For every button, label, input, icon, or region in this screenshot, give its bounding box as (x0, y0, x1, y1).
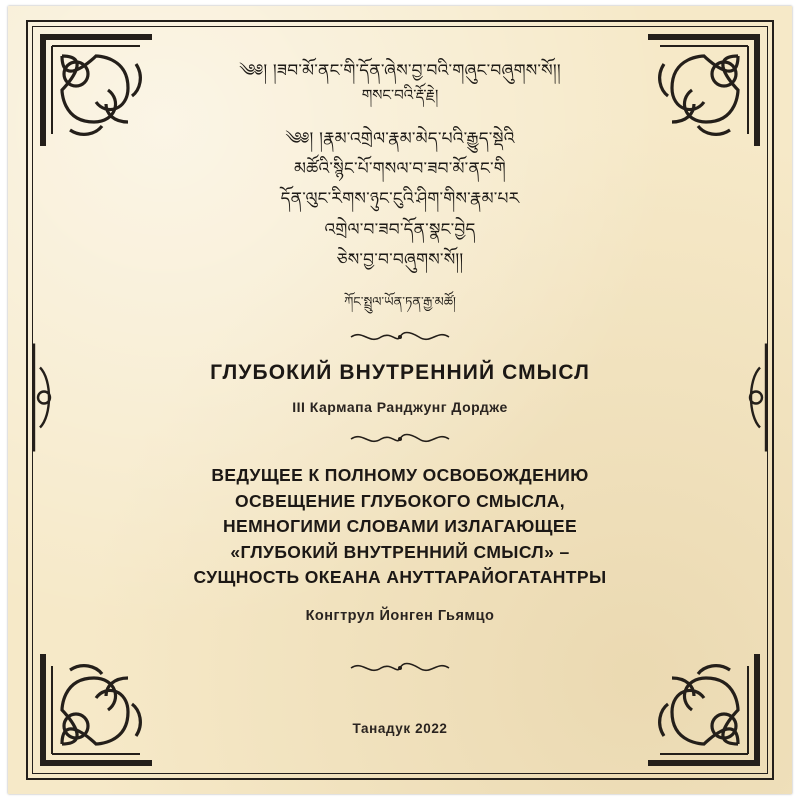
tibetan-body-block (128, 126, 672, 274)
edge-ornament-icon (30, 338, 56, 463)
ornament-divider-icon (345, 431, 455, 447)
tibetan-line: ཅེས་བྱ་བ་བཞུགས་སོ།། (336, 249, 464, 270)
imprint: Танадук 2022 (352, 721, 448, 736)
subtitle-line: ВЕДУЩЕЕ К ПОЛНОМУ ОСВОБОЖДЕНИЮ (211, 465, 589, 486)
author-secondary: Конгтрул Йонген Гьямцо (305, 608, 495, 625)
author-primary: III Кармапа Ранджунг Дордже (292, 399, 508, 416)
subtitle-line: НЕМНОГИМИ СЛОВАМИ ИЗЛАГАЮЩЕЕ (222, 516, 578, 537)
cover-content (128, 54, 672, 754)
subtitle-line: СУЩНОСТЬ ОКЕАНА АНУТТАРАЙОГАТАНТРЫ (193, 566, 607, 587)
tibetan-footer-block (128, 293, 672, 313)
subtitle (128, 463, 672, 590)
subtitle-line: ОСВЕЩЕНИЕ ГЛУБОКОГО СМЫСЛА, (234, 490, 565, 511)
ornament-divider-icon (345, 660, 455, 676)
tibetan-line: མཚོའི་སྙིང་པོ་གསལ་བ་ཟབ་མོ་ནང་གི (294, 158, 506, 179)
tibetan-line: གསང་བའི་རྡོ་རྗེ། (361, 86, 439, 105)
tibetan-line: ༄༅། །རྣམ་འགྲེལ་རྣམ་མེད་པའི་རྒྱུད་སྡེའི (285, 128, 515, 149)
subtitle-line: «ГЛУБОКИЙ ВНУТРЕННИЙ СМЫСЛ» – (230, 541, 570, 562)
tibetan-line: ཀོང་སྤྲུལ་ཡོན་ཏན་རྒྱ་མཚོ། (344, 295, 456, 311)
tibetan-line: འགྲེལ་བ་ཟབ་དོན་སྣང་བྱེད (324, 219, 476, 240)
tibetan-line: ༄༅། །ཟབ་མོ་ནང་གི་དོན་ཞེས་བྱ་བའི་གཞུང་བཞུགས་སོ།། (239, 61, 561, 81)
book-cover (8, 6, 792, 794)
tibetan-line: དོན་ལུང་རིགས་ཉུང་ངུའི་ཤིག་གིས་རྣམ་པར (280, 189, 520, 210)
edge-ornament-icon (744, 338, 770, 463)
tibetan-heading-block (128, 58, 672, 108)
ornament-divider-icon (345, 329, 455, 345)
page-title: ГЛУБОКИЙ ВНУТРЕННИЙ СМЫСЛ (210, 361, 590, 385)
